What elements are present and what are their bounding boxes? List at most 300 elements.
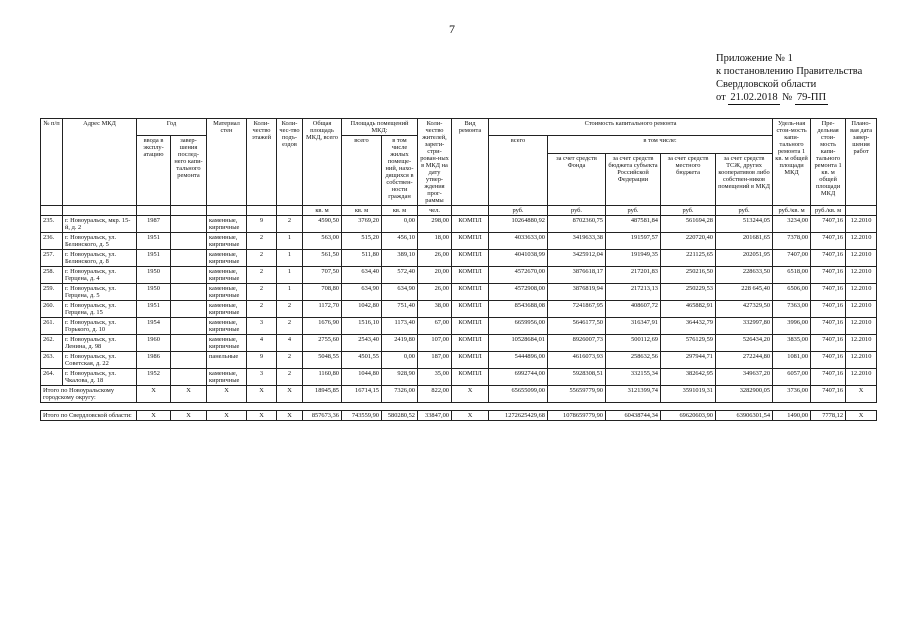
page-number: 7: [449, 22, 455, 36]
unit-cell: кв. м: [303, 206, 342, 216]
table-cell: каменные, кирпичные: [207, 318, 247, 335]
table-cell: КОМПЛ: [452, 250, 489, 267]
table-cell: 12.2010: [846, 267, 877, 284]
table-cell: 7241867,95: [548, 301, 606, 318]
table-cell: 261.: [41, 318, 63, 335]
appendix-number-label: №: [782, 92, 793, 103]
table-cell: каменные, кирпичные: [207, 335, 247, 352]
table-cell: 1: [277, 250, 303, 267]
header-year: Год: [137, 119, 207, 136]
subtotal-cell: X: [137, 386, 171, 403]
table-cell: 12.2010: [846, 318, 877, 335]
table-cell: 20,00: [418, 267, 452, 284]
table-row: [41, 352, 877, 369]
table-cell: 236.: [41, 233, 63, 250]
table-cell: 332155,34: [606, 369, 661, 386]
table-cell: 2419,80: [382, 335, 418, 352]
table-cell: 708,80: [303, 284, 342, 301]
table-cell: 3769,20: [342, 216, 382, 233]
table-cell: г. Новоуральск, ул. Горького, д. 10: [63, 318, 137, 335]
table-cell: 4: [247, 335, 277, 352]
table-cell: 12.2010: [846, 352, 877, 369]
total-cell: 69620603,90: [661, 411, 716, 421]
header-year-commission: ввода в эксплу-атацию: [137, 136, 171, 206]
table-cell: КОМПЛ: [452, 284, 489, 301]
table-cell: 6992744,00: [489, 369, 548, 386]
table-cell: [171, 369, 207, 386]
total-cell: 60438744,34: [606, 411, 661, 421]
table-cell: 7407,16: [811, 369, 846, 386]
table-cell: 6506,00: [773, 284, 811, 301]
table-cell: 1081,00: [773, 352, 811, 369]
table-cell: 9: [247, 216, 277, 233]
table-cell: панельные: [207, 352, 247, 369]
header-premises-residential: в том числе жилых помеще-ний, нахо-дящихся в собствен-ности граждан: [382, 136, 418, 206]
table-cell: 0,00: [382, 216, 418, 233]
table-cell: 259.: [41, 284, 63, 301]
table-cell: 221125,65: [661, 250, 716, 267]
table-cell: 26,00: [418, 284, 452, 301]
table-cell: [171, 267, 207, 284]
table-cell: 3835,00: [773, 335, 811, 352]
units-row: [41, 206, 877, 216]
table-cell: [171, 318, 207, 335]
appendix-line-3: Свердловской области: [716, 79, 817, 90]
total-cell: X: [137, 411, 171, 421]
table-cell: г. Новоуральск, ул. Чкалова, д. 18: [63, 369, 137, 386]
table-cell: [171, 216, 207, 233]
table-cell: 8926007,73: [548, 335, 606, 352]
appendix-number: 79-ПП: [796, 92, 827, 103]
table-cell: 1: [277, 233, 303, 250]
table-cell: [171, 352, 207, 369]
header-premises-total: всего: [342, 136, 382, 206]
table-cell: 3425912,04: [548, 250, 606, 267]
table-cell: 389,10: [382, 250, 418, 267]
table-cell: 364432,79: [661, 318, 716, 335]
table-cell: 7378,00: [773, 233, 811, 250]
table-cell: 7407,16: [811, 284, 846, 301]
table-cell: 4041038,99: [489, 250, 548, 267]
table-cell: 526434,20: [716, 335, 773, 352]
table-cell: 1173,40: [382, 318, 418, 335]
table-cell: 7407,16: [811, 233, 846, 250]
table-row: [41, 335, 877, 352]
header-address: Адрес МКД: [63, 119, 137, 206]
table-cell: 9: [247, 352, 277, 369]
header-cost-owners: за счет средств ТСЖ, других кооперативов либо собствен-ников помещений в МКД: [716, 153, 773, 205]
table-cell: 191949,35: [606, 250, 661, 267]
table-cell: 511,80: [342, 250, 382, 267]
total-cell: 63906301,54: [716, 411, 773, 421]
header-total-area: Общая площадь МКД, всего: [303, 119, 342, 206]
table-cell: 12.2010: [846, 301, 877, 318]
table-cell: 220720,40: [661, 233, 716, 250]
subtotal-cell: 65655099,00: [489, 386, 548, 403]
subtotal-cell: 7407,16: [811, 386, 846, 403]
table-cell: 2: [277, 369, 303, 386]
table-cell: 12.2010: [846, 233, 877, 250]
table-cell: 572,40: [382, 267, 418, 284]
table-cell: г. Новоуральск, ул. Ленина, д. 98: [63, 335, 137, 352]
table-cell: [171, 284, 207, 301]
table-cell: 0,00: [382, 352, 418, 369]
table-cell: 1951: [137, 250, 171, 267]
table-cell: 8543688,08: [489, 301, 548, 318]
table-cell: 634,90: [382, 284, 418, 301]
table-cell: 634,90: [342, 284, 382, 301]
table-cell: 263.: [41, 352, 63, 369]
table-cell: 316347,91: [606, 318, 661, 335]
subtotal-cell: 16714,15: [342, 386, 382, 403]
table-cell: [171, 250, 207, 267]
table-cell: 264.: [41, 369, 63, 386]
header-cost-region: за счет средств бюджета субъекта Российской Федерации: [606, 153, 661, 205]
table-row: [41, 250, 877, 267]
table-cell: 1986: [137, 352, 171, 369]
table-row: [41, 369, 877, 386]
subtotal-row: [41, 386, 877, 403]
table-cell: 7407,16: [811, 352, 846, 369]
unit-cell: руб.: [661, 206, 716, 216]
table-cell: 1516,10: [342, 318, 382, 335]
table-cell: 26,00: [418, 250, 452, 267]
table-cell: 6057,00: [773, 369, 811, 386]
total-cell: 1272625429,68: [489, 411, 548, 421]
unit-cell: руб./кв. м: [773, 206, 811, 216]
table-cell: 513244,05: [716, 216, 773, 233]
table-cell: 5928308,51: [548, 369, 606, 386]
table-cell: 3: [247, 369, 277, 386]
header-year-last-repair: завер-шения послед-него капи-тального ремонта: [171, 136, 207, 206]
subtotal-cell: 18945,85: [303, 386, 342, 403]
table-cell: 2: [247, 284, 277, 301]
total-cell: X: [207, 411, 247, 421]
table-cell: 12.2010: [846, 250, 877, 267]
table-cell: 427329,50: [716, 301, 773, 318]
subtotal-cell: 3591019,31: [661, 386, 716, 403]
subtotal-label: Итого по Новоуральскому городскому округу:: [41, 386, 137, 403]
table-cell: 7407,16: [811, 301, 846, 318]
table-cell: 563,00: [303, 233, 342, 250]
table-cell: 500112,69: [606, 335, 661, 352]
table-cell: каменные, кирпичные: [207, 284, 247, 301]
table-cell: 12.2010: [846, 284, 877, 301]
table-cell: 258.: [41, 267, 63, 284]
table-row: [41, 267, 877, 284]
table-cell: 260.: [41, 301, 63, 318]
total-cell: X: [277, 411, 303, 421]
table-cell: 298,00: [418, 216, 452, 233]
table-cell: г. Новоуральск, ул. Советская, д. 22: [63, 352, 137, 369]
table-cell: КОМПЛ: [452, 216, 489, 233]
table-cell: г. Новоуральск, ул. Белинского, д. 5: [63, 233, 137, 250]
total-cell: 580280,52: [382, 411, 418, 421]
total-cell: 1078659779,90: [548, 411, 606, 421]
table-cell: 707,50: [303, 267, 342, 284]
table-cell: 576129,59: [661, 335, 716, 352]
table-cell: 1: [277, 284, 303, 301]
table-cell: 2: [247, 301, 277, 318]
table-cell: каменные, кирпичные: [207, 369, 247, 386]
table-cell: КОМПЛ: [452, 233, 489, 250]
table-cell: 7407,16: [811, 335, 846, 352]
table-cell: 465882,91: [661, 301, 716, 318]
table-cell: 561,50: [303, 250, 342, 267]
table-cell: 4572670,00: [489, 267, 548, 284]
header-cost: Стоимость капитального ремонта: [489, 119, 773, 136]
table-cell: [171, 301, 207, 318]
table-cell: 5048,55: [303, 352, 342, 369]
table-cell: 257.: [41, 250, 63, 267]
subtotal-cell: 822,00: [418, 386, 452, 403]
table-cell: 272244,80: [716, 352, 773, 369]
table-cell: 5444896,00: [489, 352, 548, 369]
subtotal-cell: 55659779,90: [548, 386, 606, 403]
table-row: [41, 216, 877, 233]
table-cell: КОМПЛ: [452, 267, 489, 284]
table-cell: г. Новоуральск, ул. Герцена, д. 5: [63, 284, 137, 301]
table-cell: г. Новоуральск, ул. Герцена, д. 4: [63, 267, 137, 284]
table-cell: 634,40: [342, 267, 382, 284]
table-cell: 262.: [41, 335, 63, 352]
table-cell: каменные, кирпичные: [207, 233, 247, 250]
total-cell: X: [247, 411, 277, 421]
table-cell: г. Новоуральск, ул. Герцена, д. 15: [63, 301, 137, 318]
table-cell: 3876618,17: [548, 267, 606, 284]
table-body: [41, 216, 877, 386]
table-cell: КОМПЛ: [452, 352, 489, 369]
header-cost-incl: в том числе:: [548, 136, 773, 154]
table-cell: 4033633,00: [489, 233, 548, 250]
table-header: [41, 119, 877, 216]
header-planned-date: Плано-вая дата завер-шения работ: [846, 119, 877, 206]
table-cell: 2: [247, 250, 277, 267]
table-cell: 3876819,94: [548, 284, 606, 301]
unit-cell: кв. м: [342, 206, 382, 216]
table-cell: 1951: [137, 233, 171, 250]
appendix-line-2: к постановлению Правительства: [716, 66, 863, 77]
subtotal-cell: 3282900,05: [716, 386, 773, 403]
subtotal-cell: X: [452, 386, 489, 403]
table-cell: 408607,72: [606, 301, 661, 318]
spacer-row: [41, 403, 877, 411]
table-cell: 561694,28: [661, 216, 716, 233]
unit-cell: кв. м: [382, 206, 418, 216]
table-cell: каменные, кирпичные: [207, 267, 247, 284]
subtotal-cell: X: [247, 386, 277, 403]
table-cell: 515,20: [342, 233, 382, 250]
table-cell: 217213,13: [606, 284, 661, 301]
total-cell: 33847,00: [418, 411, 452, 421]
total-cell: X: [171, 411, 207, 421]
header-repair-type: Вид ремонта: [452, 119, 489, 206]
table-row: [41, 284, 877, 301]
table-cell: 38,00: [418, 301, 452, 318]
table-cell: 1950: [137, 267, 171, 284]
table-cell: 10528684,01: [489, 335, 548, 352]
table-cell: 1952: [137, 369, 171, 386]
repair-program-table: [40, 118, 877, 421]
header-cost-fund: за счет средств Фонда: [548, 153, 606, 205]
table-footer: [41, 386, 877, 421]
unit-cell: руб.: [606, 206, 661, 216]
table-cell: 4590,50: [303, 216, 342, 233]
subtotal-cell: 3736,00: [773, 386, 811, 403]
total-cell: X: [452, 411, 489, 421]
table-cell: 2: [277, 301, 303, 318]
table-cell: 7407,00: [773, 250, 811, 267]
unit-cell: руб.: [489, 206, 548, 216]
table-cell: 5646177,50: [548, 318, 606, 335]
table-cell: 1954: [137, 318, 171, 335]
table-cell: каменные, кирпичные: [207, 250, 247, 267]
table-cell: 1: [277, 267, 303, 284]
table-cell: 382642,95: [661, 369, 716, 386]
header-cost-local: за счет средств местного бюджета: [661, 153, 716, 205]
table-cell: 12.2010: [846, 335, 877, 352]
table-cell: [171, 233, 207, 250]
appendix-from: от: [716, 92, 726, 103]
table-row: [41, 233, 877, 250]
table-cell: 2: [277, 216, 303, 233]
table-cell: [171, 335, 207, 352]
table-cell: 349637,20: [716, 369, 773, 386]
subtotal-cell: X: [207, 386, 247, 403]
header-floors: Коли-чество этажей: [247, 119, 277, 206]
table-cell: 6518,00: [773, 267, 811, 284]
table-cell: 187,00: [418, 352, 452, 369]
table-cell: 2: [247, 233, 277, 250]
appendix-line-1: Приложение № 1: [716, 53, 793, 64]
table-cell: 107,00: [418, 335, 452, 352]
table-cell: 1950: [137, 284, 171, 301]
table-cell: КОМПЛ: [452, 301, 489, 318]
total-cell: 1490,00: [773, 411, 811, 421]
table-cell: 12.2010: [846, 369, 877, 386]
table-cell: 202051,95: [716, 250, 773, 267]
table-cell: 297944,71: [661, 352, 716, 369]
table-cell: 456,10: [382, 233, 418, 250]
table-cell: 3234,00: [773, 216, 811, 233]
table-cell: 7407,16: [811, 250, 846, 267]
header-unit-cost: Удель-ная стои-мость капи-тального ремонта 1 кв. м общей площади МКД: [773, 119, 811, 206]
table-cell: 751,40: [382, 301, 418, 318]
header-cost-total: всего: [489, 136, 548, 206]
table-cell: 4: [277, 335, 303, 352]
subtotal-cell: X: [277, 386, 303, 403]
table-cell: 3419633,38: [548, 233, 606, 250]
table-cell: 6659956,00: [489, 318, 548, 335]
header-max-cost: Пре-дельная стои-мость капи-тального ремонта 1 кв. м общей площади МКД: [811, 119, 846, 206]
unit-cell: руб.: [716, 206, 773, 216]
table-cell: г. Новоуральск, ул. Белинского, д. 8: [63, 250, 137, 267]
total-row: [41, 411, 877, 421]
table-cell: 1160,80: [303, 369, 342, 386]
table-row: [41, 301, 877, 318]
table-cell: 12.2010: [846, 216, 877, 233]
table-cell: 7407,16: [811, 267, 846, 284]
subtotal-cell: 7326,00: [382, 386, 418, 403]
table-cell: 1044,80: [342, 369, 382, 386]
total-cell: 743559,90: [342, 411, 382, 421]
table-cell: 4501,55: [342, 352, 382, 369]
table-cell: 250229,53: [661, 284, 716, 301]
table-cell: 1960: [137, 335, 171, 352]
table-cell: 1676,90: [303, 318, 342, 335]
table-cell: 3: [247, 318, 277, 335]
appendix-block: [716, 52, 862, 105]
total-cell: 7778,12: [811, 411, 846, 421]
appendix-date: 21.02.2018: [730, 92, 778, 103]
table-cell: 2543,40: [342, 335, 382, 352]
table-cell: 1172,70: [303, 301, 342, 318]
subtotal-cell: 3121399,74: [606, 386, 661, 403]
total-label: Итого по Свердловской области:: [41, 411, 137, 421]
unit-cell: чел.: [418, 206, 452, 216]
table-cell: КОМПЛ: [452, 369, 489, 386]
header-entrances: Коли-чес-тво подъ-ездов: [277, 119, 303, 206]
table-cell: 1951: [137, 301, 171, 318]
table-cell: 1042,80: [342, 301, 382, 318]
table-cell: КОМПЛ: [452, 335, 489, 352]
table-cell: 332997,80: [716, 318, 773, 335]
table-cell: 2755,60: [303, 335, 342, 352]
table-cell: 10264880,92: [489, 216, 548, 233]
table-cell: каменные, кирпичные: [207, 301, 247, 318]
unit-cell: руб.: [548, 206, 606, 216]
table-cell: 217201,83: [606, 267, 661, 284]
subtotal-cell: X: [171, 386, 207, 403]
appendix-line-4: [716, 91, 862, 105]
table-cell: 18,00: [418, 233, 452, 250]
table-cell: 228633,50: [716, 267, 773, 284]
table-cell: КОМПЛ: [452, 318, 489, 335]
total-cell: X: [846, 411, 877, 421]
unit-cell: руб./кв. м: [811, 206, 846, 216]
header-premises-area: Площадь помещений МКД:: [342, 119, 418, 136]
table-cell: 2: [247, 267, 277, 284]
table-cell: 2: [277, 318, 303, 335]
header-num: № п/п: [41, 119, 63, 206]
table-cell: 3996,00: [773, 318, 811, 335]
table-cell: 7363,00: [773, 301, 811, 318]
table-cell: 2: [277, 352, 303, 369]
table-cell: 928,90: [382, 369, 418, 386]
table-cell: 250216,50: [661, 267, 716, 284]
subtotal-cell: X: [846, 386, 877, 403]
table-cell: 8702360,75: [548, 216, 606, 233]
table-cell: г. Новоуральск, мкр. 15-й, д. 2: [63, 216, 137, 233]
table-cell: 201681,65: [716, 233, 773, 250]
header-residents: Коли-чество жителей, зареги-стри-рован-ных в МКД на дату утвер-ждения прог-раммы: [418, 119, 452, 206]
table-cell: 228 645,40: [716, 284, 773, 301]
table-cell: 1987: [137, 216, 171, 233]
table-cell: 7407,16: [811, 216, 846, 233]
table-cell: 258632,56: [606, 352, 661, 369]
table-cell: 7407,16: [811, 318, 846, 335]
total-cell: 857673,36: [303, 411, 342, 421]
table-cell: каменные, кирпичные: [207, 216, 247, 233]
table-cell: 4616073,93: [548, 352, 606, 369]
table-cell: 67,00: [418, 318, 452, 335]
table-cell: 191597,57: [606, 233, 661, 250]
table-cell: 4572908,00: [489, 284, 548, 301]
table-cell: 235.: [41, 216, 63, 233]
header-material: Материал стен: [207, 119, 247, 206]
table-cell: 35,00: [418, 369, 452, 386]
table-cell: 487581,84: [606, 216, 661, 233]
